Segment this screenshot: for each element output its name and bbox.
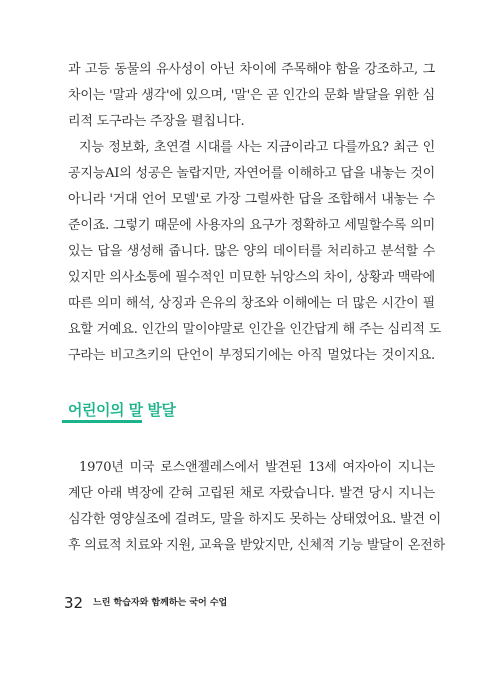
paragraph-2-line-5: 있는 답을 생성해 줍니다. 많은 양의 데이터를 처리하고 분석할 수 [68, 244, 435, 259]
running-title: 느린 학습자와 함께하는 국어 수업 [93, 598, 228, 608]
paragraph-1-line-1: 과 고등 동물의 유사성이 아닌 차이에 주목해야 함을 강조하고, 그 [68, 62, 435, 77]
paragraph-3-line-2: 계단 아래 벽장에 갇혀 고립된 채로 자랐습니다. 발견 당시 지니는 [68, 486, 435, 501]
section-heading: 어린이의 말 발달 [68, 401, 176, 419]
paragraph-2-line-1: 지능 정보화, 초연결 시대를 사는 지금이라고 다를까요? 최근 인 [79, 140, 435, 155]
paragraph-3-line-4: 후 의료적 치료와 지원, 교육을 받았지만, 신체적 기능 발달이 온전하 [68, 538, 445, 553]
paragraph-2-line-6: 있지만 의사소통에 필수적인 미묘한 뉘앙스의 차이, 상황과 맥락에 [68, 270, 435, 285]
paragraph-3-line-1: 1970년 미국 로스앤젤레스에서 발견된 13세 여자아이 지니는 [79, 460, 435, 475]
paragraph-2-line-2: 공지능AI의 성공은 놀랍지만, 자연어를 이해하고 답을 내놓는 것이 [68, 166, 435, 181]
paragraph-2-line-8: 요할 거예요. 인간의 말이야말로 인간을 인간답게 해 주는 심리적 도 [68, 322, 441, 337]
paragraph-1-line-2: 차이는 '말과 생각'에 있으며, '말'은 곧 인간의 문화 발달을 위한 심 [68, 88, 435, 103]
paragraph-2-line-4: 준이죠. 그렇기 때문에 사용자의 요구가 정확하고 세밀할수록 의미 [68, 218, 435, 233]
page-number: 32 [64, 594, 84, 612]
paragraph-3-line-3: 심각한 영양실조에 걸려도, 말을 하지도 못하는 상태였어요. 발견 이 [68, 512, 441, 527]
paragraph-2-line-3: 아니라 '거대 언어 모델'로 가장 그럴싸한 답을 조합해서 내놓는 수 [68, 192, 435, 207]
paragraph-1-line-3: 리적 도구라는 주장을 펼칩니다. [68, 114, 245, 129]
heading-underline [62, 420, 142, 423]
paragraph-2-line-7: 따른 의미 해석, 상징과 은유의 창조와 이해에는 더 많은 시간이 필 [68, 296, 435, 311]
paragraph-2-line-9: 구라는 비고츠키의 단언이 부정되기에는 아직 멀었다는 것이지요. [68, 348, 435, 363]
